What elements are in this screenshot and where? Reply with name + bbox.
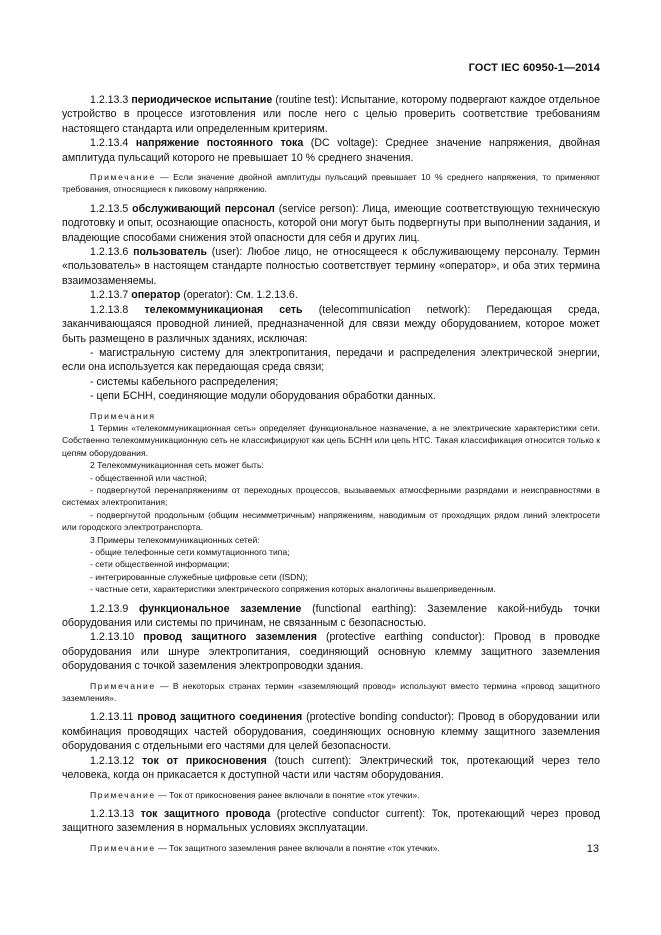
document-body (62, 93, 600, 854)
notes-heading: Примечания (90, 410, 156, 421)
definition-protective-earthing-conductor: 1.2.13.10 провод защитного заземления (protective earthing conductor): Провод в проводке оборудования или шнуре электропитания, соединяющий основную клемму защитного заземления оборудования с точкой заземления электропроводки здания. (62, 631, 600, 673)
note-line: 3 Примеры телекоммуникационных сетей: (90, 534, 260, 545)
note-line: - интегрированные служебные цифровые сети (ISDN); (90, 571, 308, 582)
definition-protective-conductor-current: 1.2.13.13 ток защитного провода (protective conductor current): Ток, протекающий через провод защитного заземления в нормальных условиях эксплуатации. (62, 807, 600, 835)
list-item: - системы кабельного распределения; (90, 375, 279, 388)
note-line: - сети общественной информации; (90, 559, 230, 570)
definition-functional-earthing: 1.2.13.9 функциональное заземление (functional earthing): Заземление какой-нибудь точки оборудования или системы по причинам, не связанным с безопасностью. (62, 602, 600, 630)
page-number: 13 (586, 843, 599, 855)
note-line: - общественной или частной; (90, 472, 207, 483)
note-touch-current: Примечание — Ток от прикосновения ранее включали в понятие «ток утечки». (90, 789, 420, 800)
note-line: - частные сети, характеристики электрического сопряжения которых аналогичны вышеприведенным. (90, 584, 496, 595)
definition-operator: 1.2.13.7 оператор (operator): См. 1.2.13.6. (90, 289, 298, 302)
standard-header: ГОСТ IEC 60950-1—2014 (468, 62, 600, 74)
definition-protective-bonding-conductor: 1.2.13.11 провод защитного соединения (protective bonding conductor): Провод в оборудовании или комбинация проводящих частей оборудования, соединяющих основную клемму защитного заземления оборудования с отдельными его частями для целей безопасности. (62, 711, 600, 753)
definition-telecom-network: 1.2.13.8 телекоммуникационая сеть (telecommunication network): Передающая среда, заканчивающаяся проводной линией, предназначенной для связи между оборудованием, которое может быть размещено в различных зданиях, исключая: (62, 303, 600, 345)
definition-dc-voltage: 1.2.13.4 напряжение постоянного тока (DC voltage): Среднее значение напряжения, двойная амплитуда пульсаций которого не превышает 10 % среднего значения. (62, 137, 600, 164)
note-line: - подвергнутой перенапряжениям от переходных процессов, вызываемых атмосферными разрядами и неисправностями в системах электропитания; (62, 484, 600, 508)
note-line: - подвергнутой продольным (общим несимметричным) напряжениям, наводимым от проходящих рядом линий электросети или городского электротранспорта. (62, 509, 600, 533)
note-protective-conductor-current: Примечание — Ток защитного заземления ранее включали в понятие «ток утечки». (90, 842, 440, 853)
definition-touch-current: 1.2.13.12 ток от прикосновения (touch current): Электрический ток, протекающий через тело человека, когда он прикасается к доступной части или частям оборудования. (62, 754, 600, 782)
note-line: 2 Телекоммуникационная сеть может быть: (90, 460, 264, 471)
definition-user: 1.2.13.6 пользователь (user): Любое лицо, не относящееся к обслуживающему персоналу. Термин «пользователь» в настоящем стандарте полностью соответствует термину «оператор», и оба этих термина взаимозаменяемы. (62, 246, 601, 287)
note-dc-voltage: Примечание — Если значение двойной амплитуды пульсаций превышает 10 % среднего напряжения, то применяют требования, относящиеся к пиковому напряжению. (62, 172, 600, 195)
note-earthing-conductor: Примечание — В некоторых странах термин «заземляющий провод» используют вместо термина «провод защитного заземления». (62, 680, 600, 704)
definition-service-person: 1.2.13.5 обслуживающий персонал (service person): Лица, имеющие соответствующую техническую подготовку и опыт, осознающие опасность, которой они могут быть подвергнуты при выполнении задания, и владеющие способами снижения этой опасности для себя и других лиц. (62, 202, 600, 244)
note-line: 1 Термин «телекоммуникационная сеть» определяет функциональное назначение, а не электрические характеристики сети. Собственно телекоммуникационную сеть не классифицируют как цепь БСНН или цепь НТС. Такая классификация относится только к цепям оборудования. (62, 422, 600, 458)
definition-routine-test: 1.2.13.3 периодическое испытание (routine test): Испытание, которому подвергают каждое отдельное устройство в процессе изготовления или после него с целью проверить соответствие требованиям настоящего стандарта или определенным критериям. (62, 94, 600, 135)
note-line: - общие телефонные сети коммутационного типа; (90, 547, 290, 557)
list-item: - цепи БСНН, соединяющие модули оборудования обработки данных. (90, 390, 436, 403)
list-item: - магистральную систему для электропитания, передачи и распределения электрической энергии, если она используется как передающая среда связи; (62, 346, 600, 374)
